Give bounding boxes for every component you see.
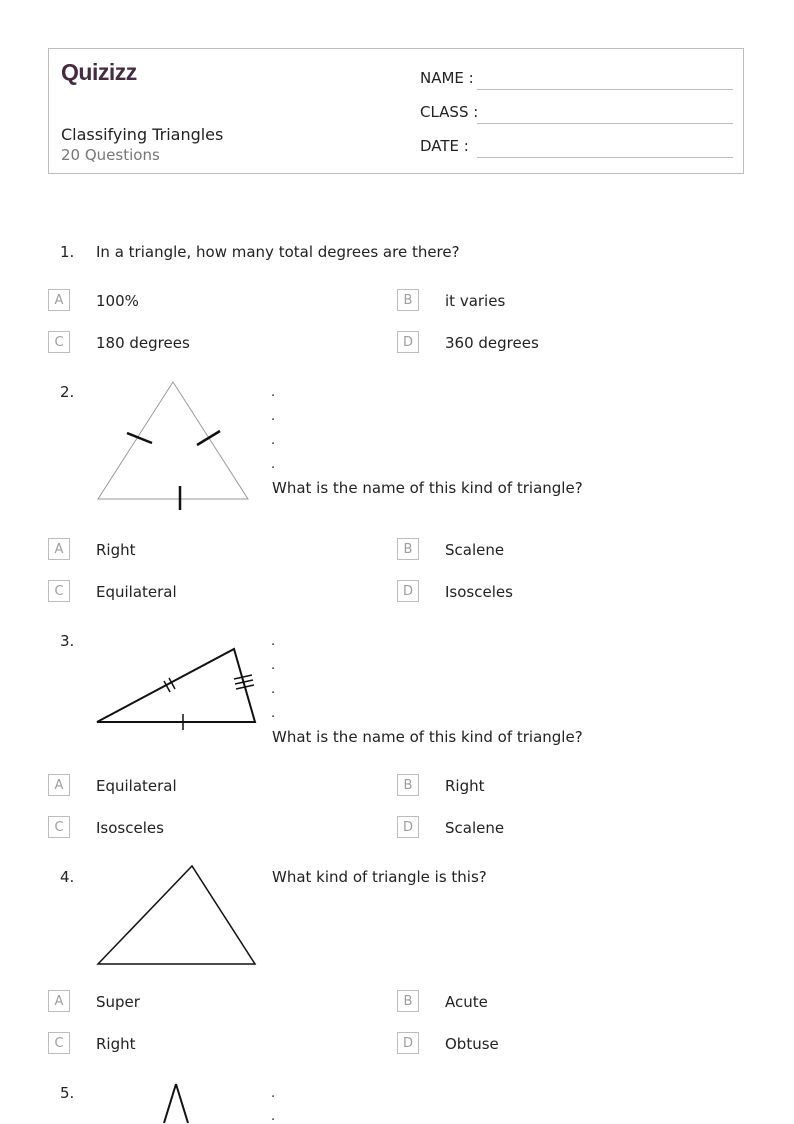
worksheet-title: Classifying Triangles: [61, 125, 224, 144]
dot-marker: .: [271, 658, 276, 673]
question-number: 1.: [60, 243, 75, 261]
option-box[interactable]: A: [48, 990, 70, 1012]
dot-marker: .: [271, 1086, 276, 1101]
acute-triangle-image: [96, 864, 258, 968]
option-box[interactable]: B: [397, 289, 419, 311]
question-number: 2.: [60, 383, 75, 401]
name-line[interactable]: [477, 89, 733, 90]
dot-marker: .: [271, 634, 276, 649]
dot-marker: .: [271, 682, 276, 697]
question-text: What kind of triangle is this?: [272, 868, 487, 886]
option-box[interactable]: D: [397, 580, 419, 602]
date-label: DATE :: [420, 137, 469, 155]
option-box[interactable]: C: [48, 331, 70, 353]
dot-marker: .: [271, 457, 276, 472]
option-box[interactable]: A: [48, 289, 70, 311]
question-number: 4.: [60, 868, 75, 886]
name-label: NAME :: [420, 69, 474, 87]
date-line[interactable]: [477, 157, 733, 158]
option-box[interactable]: C: [48, 816, 70, 838]
question-count: 20 Questions: [61, 146, 160, 164]
option-text: Scalene: [445, 819, 505, 837]
option-box[interactable]: D: [397, 1032, 419, 1054]
option-text: Super: [96, 993, 140, 1011]
option-box[interactable]: C: [48, 580, 70, 602]
partial-triangle-image: [160, 1080, 192, 1123]
class-label: CLASS :: [420, 103, 479, 121]
option-text: Isosceles: [96, 819, 164, 837]
option-text: Isosceles: [445, 583, 513, 601]
dot-marker: .: [271, 385, 276, 400]
question-text: What is the name of this kind of triangle?: [272, 479, 583, 497]
option-text: Equilateral: [96, 583, 177, 601]
name-field: [420, 69, 474, 87]
option-text: 180 degrees: [96, 334, 190, 352]
option-text: Right: [96, 541, 136, 559]
dot-marker: .: [271, 1109, 276, 1124]
option-box[interactable]: A: [48, 538, 70, 560]
option-text: Acute: [445, 993, 488, 1011]
question-number: 5.: [60, 1084, 75, 1102]
option-text: Scalene: [445, 541, 505, 559]
question-text: In a triangle, how many total degrees are there?: [96, 243, 460, 261]
option-box[interactable]: A: [48, 774, 70, 796]
option-box[interactable]: D: [397, 816, 419, 838]
option-text: Right: [445, 777, 485, 795]
option-text: 100%: [96, 292, 139, 310]
equilateral-triangle-image: [96, 380, 252, 512]
option-box[interactable]: C: [48, 1032, 70, 1054]
option-text: Equilateral: [96, 777, 177, 795]
question-number: 3.: [60, 632, 75, 650]
class-line[interactable]: [477, 123, 733, 124]
option-box[interactable]: D: [397, 331, 419, 353]
dot-marker: .: [271, 706, 276, 721]
option-text: 360 degrees: [445, 334, 539, 352]
date-field: [420, 137, 469, 155]
option-box[interactable]: B: [397, 990, 419, 1012]
quizizz-logo: [61, 59, 153, 85]
option-text: Right: [96, 1035, 136, 1053]
option-box[interactable]: B: [397, 538, 419, 560]
worksheet-header: [48, 48, 744, 174]
option-text: Obtuse: [445, 1035, 499, 1053]
quizizz-logo-text: Quizizz: [61, 59, 137, 85]
dot-marker: .: [271, 433, 276, 448]
dot-marker: .: [271, 409, 276, 424]
class-field: [420, 103, 478, 121]
scalene-triangle-image: [96, 646, 260, 732]
option-box[interactable]: B: [397, 774, 419, 796]
question-text: What is the name of this kind of triangle?: [272, 728, 583, 746]
option-text: it varies: [445, 292, 506, 310]
